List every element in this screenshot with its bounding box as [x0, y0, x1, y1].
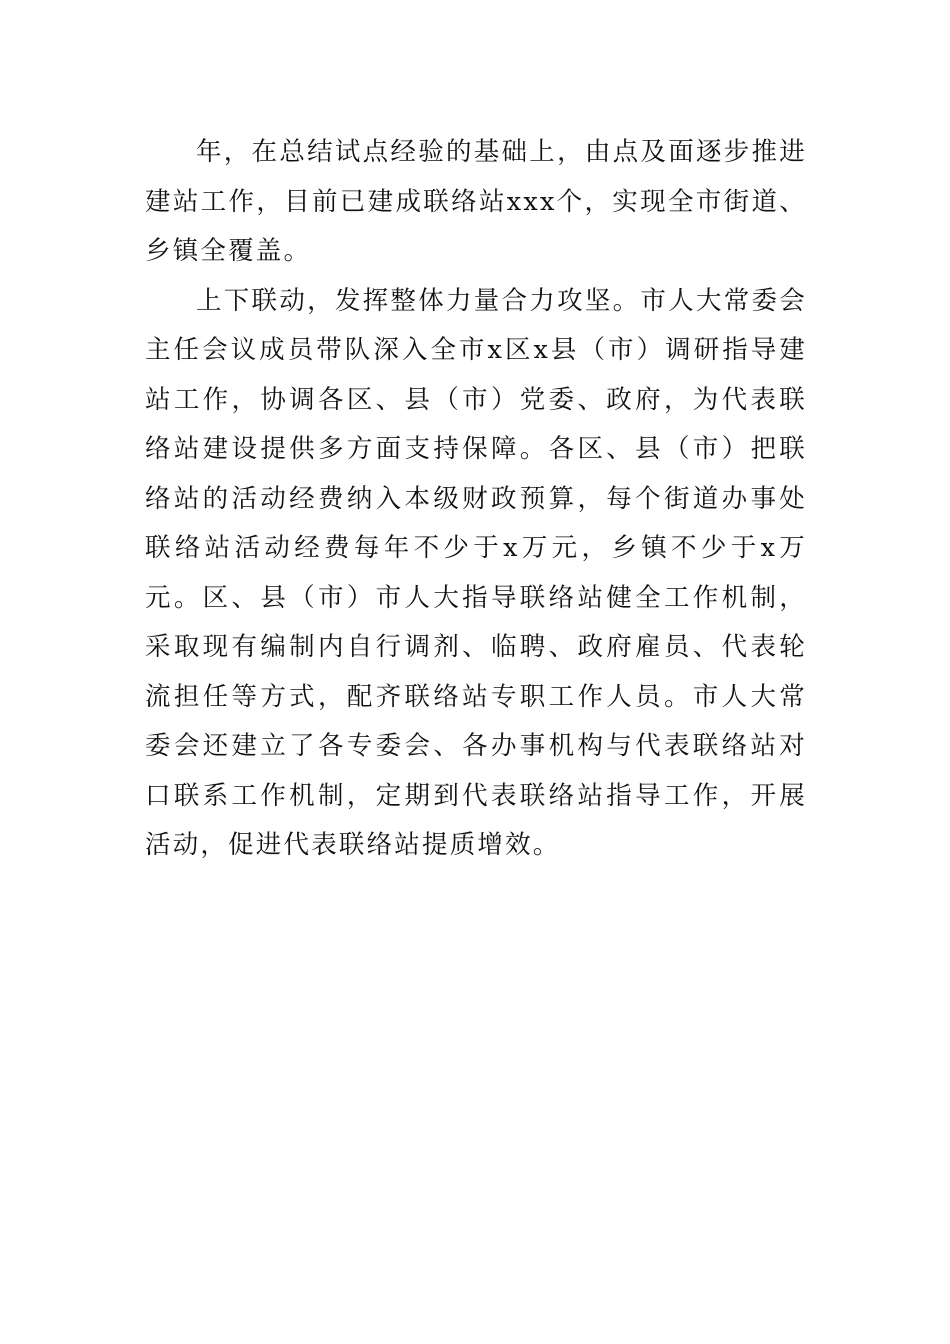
paragraph-2: 上下联动，发挥整体力量合力攻坚。市人大常委会主任会议成员带队深入全市x区x县（市）调研指导建站工作，协调各区、县（市）党委、政府，为代表联络站建设提供多方面支持保障。各区、县（市）把联络站的活动经费纳入本级财政预算，每个街道办事处联络站活动经费每年不少于x万元，乡镇不少于x万元。区、县（市）市人大指导联络站健全工作机制，采取现有编制内自行调剂、临聘、政府雇员、代表轮流担任等方式，配齐联络站专职工作人员。市人大常委会还建立了各专委会、各办事机构与代表联络站对口联系工作机制，定期到代表联络站指导工作，开展活动，促进代表联络站提质增效。 [145, 285, 807, 860]
paragraph-1: 年，在总结试点经验的基础上，由点及面逐步推进建站工作，目前已建成联络站xxx个，实现全市街道、乡镇全覆盖。 [145, 137, 807, 266]
document-body [145, 128, 807, 871]
